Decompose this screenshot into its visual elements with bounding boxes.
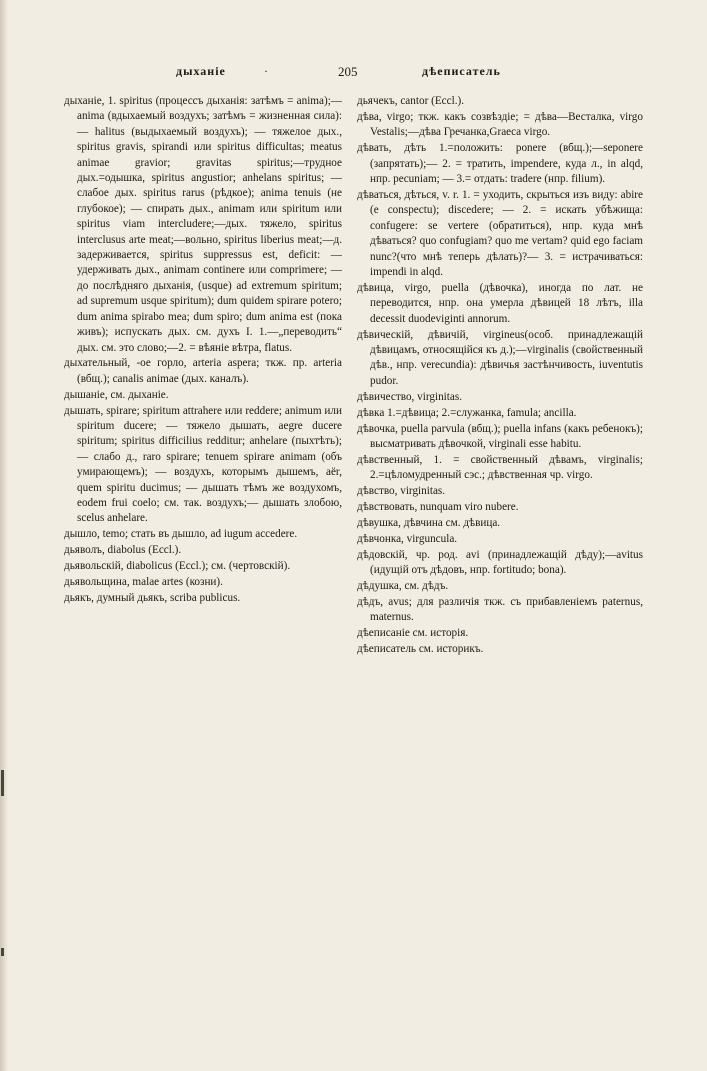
dictionary-entry: дыхательный, -ое горло, arteria aspera; ткж. пр. arteria (вбщ.); canalis animae (дых. каналъ). (64, 357, 342, 385)
running-header (0, 64, 707, 86)
margin-mark (1, 770, 4, 796)
dictionary-entry: дѣва, virgo; ткж. какъ созвѣздіе; = дѣва—Весталка, virgo Vestalis;—дѣва Гречанка,Graeca virgo. (357, 110, 643, 139)
dictionary-entry: дѣвчонка, virguncula. (357, 532, 458, 545)
dictionary-entry: дѣвственный, 1. = свойственный дѣвамъ, virginalis; 2.=цѣломудренный сэс.; дѣвственная чр. virgo. (357, 453, 643, 482)
margin-mark (1, 948, 4, 956)
dictionary-entry: дѣеписаніе см. исторія. (357, 627, 469, 640)
dictionary-entry: дѣдъ, avus; для различія ткж. съ прибавленіемъ paternus, maternus. (357, 596, 643, 624)
dictionary-entry: дѣвическій, дѣвичій, virgineus(особ. принадлежащій дѣвицамъ, относящійся къ д.);—virginalis (свойственный дѣв., нпр. verecundia): дѣвичья застѣнчивость, iuventutis pudor. (357, 328, 643, 387)
dictionary-entry: дышло, temo; стать въ дышло, ad iugum accedere. (64, 528, 298, 541)
dictionary-entry: дѣваться, дѣться, v. r. 1. = уходить, скрыться изъ виду: abire (e conspectu); discedere; — 2. = искать убѣжища: confugere: se vertere (обратиться), нпр. куда мнѣ дѣваться? quo confugiam? quo me vertam? quid ego faciam nunc?(что мнѣ теперь дѣлать)?— 3. = истрачиваться: impendi in alqd. (357, 188, 643, 278)
dictionary-entry: дьяволъ, diabolus (Eccl.). (64, 544, 182, 557)
dictionary-entry: дьячекъ, cantor (Eccl.). (357, 95, 465, 107)
right-column (357, 94, 643, 658)
dictionary-entry: дѣвать, дѣть 1.=положить: ponere (вбщ.);—seponere (запрятать);— 2. = тратить, impendere, куда л., in alqd, нпр. pecuniam; — 3.= отдать: tradere (нпр. filium). (357, 142, 643, 186)
dictionary-entry: дѣвица, virgo, puella (дѣвочка), иногда по лат. не переводится, нпр. она умерла дѣвицей 18 лѣтъ, illa decessit duodeviginti annorum. (357, 281, 643, 325)
dictionary-entry: дѣеписатель см. историкъ. (357, 643, 484, 656)
dictionary-entry: дьявольщина, malae artes (козни). (64, 576, 223, 589)
dictionary-entry: дѣвка 1.=дѣвица; 2.=служанка, famula; ancilla. (357, 406, 577, 419)
dictionary-entry: дьявольскій, diabolicus (Eccl.); см. (чертовскій). (64, 560, 291, 573)
dictionary-entry: дыханіе, 1. spiritus (процессъ дыханія: затѣмъ = anima);— anima (вдыхаемый воздухъ; затѣмъ = жизненная сила): — halitus (выдыхаемый воздухъ); — тяжелое дых., spiritus gravis, spirandi или spiritus difficultas; meatus animae gravior; gravitas spiritus;—трудное дых.=одышка, spiritus angustior; anhelans spiritus; — слабое дых. spiritus rarus (рѣдкое); anima tenuis (не глубокое); — спирать дых., animam или spiritum или spiritus viam intercludere;—дых. тяжело, spiritus interclusus arte meat;—вольно, spiritus liberius meat;—д. задерживается, spiritus suppressus est, deficit: — удерживать дых., animam continere или comprimere; —до послѣдняго дыханія, (usque) ad extremum spiritum; ad supremum usque spiritum); dum quidem spirare potero; dum anima spirabo mea; dum spiro; dum anima est (пока живъ); испускать дых. см. духъ I. 1.—„переводить“ дых. см. это слово;—2. = вѣяніе вѣтра, flatus. (64, 95, 342, 354)
dictionary-entry: дѣдовскій, чр. род. avi (принадлежащій дѣду);—avitus (идущій отъ дѣдовъ, нпр. fortitudo; bona). (357, 548, 643, 577)
dictionary-entry: дѣвушка, дѣвчина см. дѣвица. (357, 516, 501, 529)
dictionary-entry: дѣвочка, puella parvula (вбщ.); puella infans (какъ ребенокъ); высматривать дѣвочкой, virginali esse habitu. (357, 422, 643, 450)
dictionary-entry: дѣвствовать, nunquam viro nubere. (357, 501, 519, 514)
page-number: 205 (338, 64, 358, 79)
header-right-guide-word: дѣеписатель (422, 64, 501, 78)
dictionary-entry: дѣвство, virginitas. (357, 485, 446, 498)
header-left-guide-word: дыханіе (176, 64, 226, 78)
dictionary-entry: дышать, spirare; spiritum attrahere или reddere; animum или spiritum ducere; — тяжело дышать, aegre ducere spiritum; spiritus difficilius redditur; anhelare (пыхтѣть); — слабо д., raro spirare; tenuem spirare animam (объ умирающемъ); — воздухъ, которымъ дышемъ, aër, quem spiritu ducimus; — дышать тѣмъ же воздухомъ, eodem frui coelo; см. так. воздухъ;— дышать злобою, scelus anhelare. (64, 404, 342, 525)
dictionary-entry: дьякъ, думный дьякъ, scriba publicus. (64, 592, 241, 604)
dictionary-entry: дѣвичество, virginitas. (357, 390, 463, 403)
dictionary-entry: дѣдушка, см. дѣдъ. (357, 580, 449, 593)
header-dot: · (264, 64, 268, 78)
left-column (64, 94, 342, 607)
dictionary-entry: дышаніе, см. дыханіе. (64, 388, 169, 401)
page-edge-shadow (0, 0, 8, 1071)
